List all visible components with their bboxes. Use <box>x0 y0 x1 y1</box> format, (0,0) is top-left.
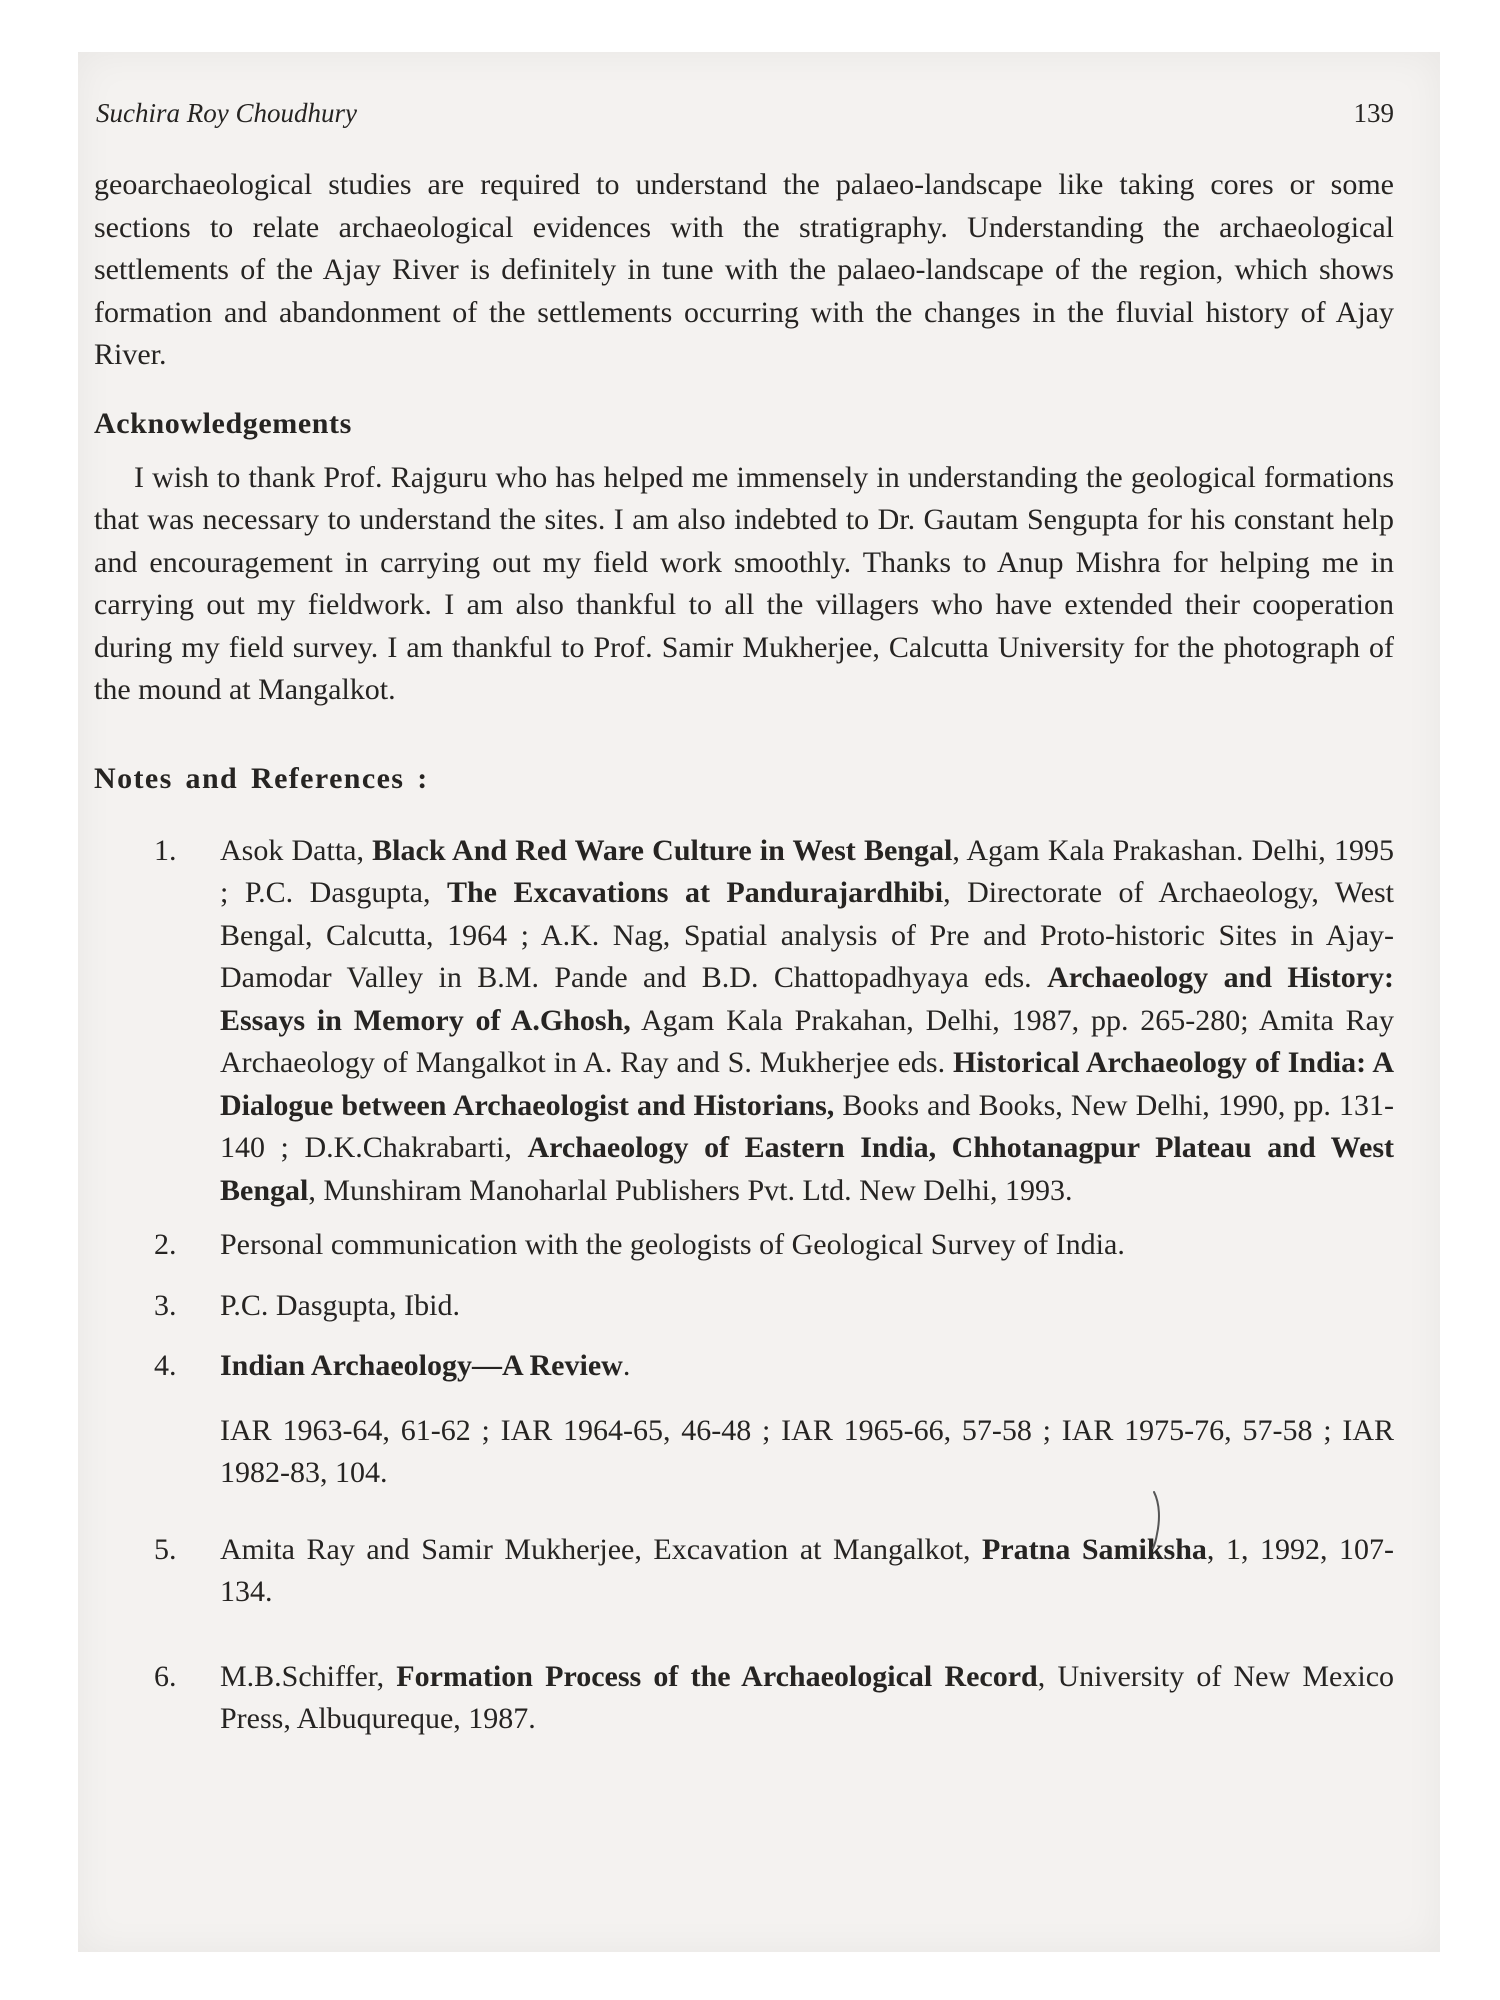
reference-segment: P.C. Dasgupta, Ibid. <box>220 1288 460 1322</box>
reference-title: Indian Archaeology—A Review <box>220 1349 623 1382</box>
reference-number: 1. <box>154 833 177 867</box>
reference-segment: . <box>622 1349 631 1382</box>
reference-segment: Agam Kala Prakahan, Delhi, 1987, pp. 265-280; Amita Ray Archaeology of Mangalkot in A. Ray and S. Mukherjee eds. <box>220 1003 1394 1079</box>
reference-item <box>94 1224 1394 1267</box>
reference-number: 2. <box>154 1228 177 1261</box>
reference-segment: , Directorate of Archaeology, West Bengal, Calcutta, 1964 ; A.K. Nag, Spatial analysis of Pre and Proto-historic Sites in Ajay-Damodar Valley in B.M. Pande and B.D. Chattopadhyaya eds. <box>220 876 1395 994</box>
intro-paragraph: geoarchaeological studies are required to understand the palaeo-landscape like taking cores or some sections to relate archaeological evidences with the stratigraphy. Understanding the archaeological settlements of the Ajay River is definitely in tune with the palaeo-landscape of the region, which shows formation and abandonment of the settlements occurring with the changes in the fluvial history of Ajay River. <box>94 168 1394 371</box>
reference-segment: , 1, 1992, 107-134. <box>220 1532 1394 1608</box>
running-head-author: Suchira Roy Choudhury <box>96 98 357 128</box>
book-page <box>78 52 1440 1952</box>
reference-text <box>220 1529 1394 1614</box>
reference-text <box>220 1224 1394 1267</box>
reference-text <box>220 830 1394 1213</box>
reference-title: Black And Red Ware Culture in West Bengal <box>372 833 953 867</box>
reference-segment: Asok Datta, <box>220 833 373 867</box>
reference-title: Historical Archaeology of India: A Dialogue between Archaeologist and Historians, <box>220 1046 1394 1122</box>
running-head <box>96 98 1394 134</box>
reference-segment: , University of New Mexico Press, Albuqureque, 1987. <box>220 1659 1395 1735</box>
reference-number: 6. <box>154 1659 177 1693</box>
pencil-mark <box>1148 1490 1168 1550</box>
reference-segment: M.B.Schiffer, <box>220 1659 397 1693</box>
reference-title: Archaeology of Eastern India, Chhotanagpur Plateau and West Bengal <box>220 1131 1394 1207</box>
reference-item <box>94 1656 1394 1741</box>
reference-number: 3. <box>154 1288 177 1322</box>
reference-title: Formation Process of the Archaeological Record <box>396 1659 1038 1693</box>
reference-segment: , Munshiram Manoharlal Publishers Pvt. Ltd. New Delhi, 1993. <box>308 1173 1073 1207</box>
reference-number: 4. <box>154 1349 177 1382</box>
reference-text <box>220 1285 1394 1328</box>
reference-item <box>94 1529 1394 1614</box>
reference-segment: , Agam Kala Prakashan. Delhi, 1995 ; P.C. Dasgupta, <box>220 833 1394 909</box>
reference-title: Pratna Samiksha <box>982 1532 1207 1566</box>
reference-item <box>94 1345 1394 1495</box>
reference-segment: Amita Ray and Samir Mukherjee, Excavation at Mangalkot, <box>220 1532 983 1566</box>
reference-title: The Excavations at Pandurajardhibi <box>446 876 944 909</box>
reference-segment: Books and Books, New Delhi, 1990, pp. 131-140 ; D.K.Chakrabarti, <box>220 1088 1394 1164</box>
reference-item <box>94 1285 1394 1328</box>
reference-number: 5. <box>154 1532 177 1566</box>
page-number: 139 <box>1353 98 1394 128</box>
reference-title: Archaeology and History: Essays in Memory of A.Ghosh, <box>220 961 1394 1037</box>
reference-segment: Personal communication with the geologists of Geological Survey of India. <box>220 1228 1125 1261</box>
page-body <box>94 164 1394 1741</box>
reference-text <box>220 1656 1394 1741</box>
acknowledgements-paragraph: I wish to thank Prof. Rajguru who has helped me immensely in understanding the geological formations that was necessary to understand the sites. I am also indebted to Dr. Gautam Sengupta for his constant help and encouragement in carrying out my field work smoothly. Thanks to Anup Mishra for helping me in carrying out my fieldwork. I am also thankful to all the villagers who have extended their cooperation during my field survey. I am thankful to Prof. Samir Mukherjee, Calcutta University for the photograph of the mound at Mangalkot. <box>94 460 1394 706</box>
notes-heading: Notes and References : <box>94 761 429 795</box>
acknowledgements-heading: Acknowledgements <box>94 406 352 440</box>
reference-list <box>94 830 1394 1741</box>
reference-item <box>94 830 1394 1213</box>
reference-text <box>220 1345 1394 1388</box>
reference-subtext: IAR 1963-64, 61-62 ; IAR 1964-65, 46-48 ; IAR 1965-66, 57-58 ; IAR 1975-76, 57-58 ; IAR 1982-83, 104. <box>220 1413 1394 1489</box>
